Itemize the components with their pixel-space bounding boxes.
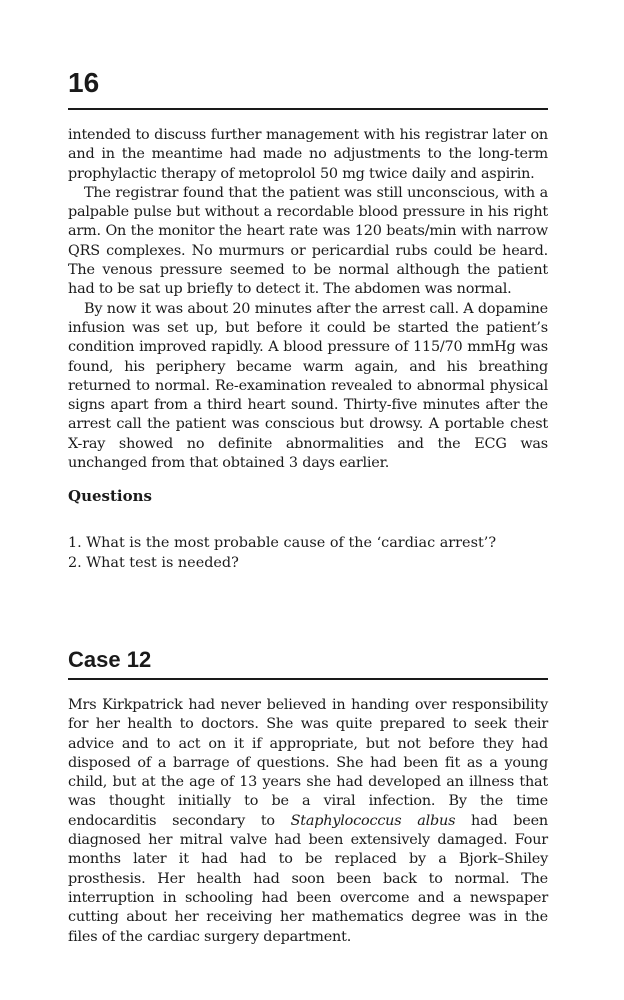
case-heading: Case 12 bbox=[68, 647, 152, 672]
case-text bbox=[68, 696, 548, 947]
header-rule bbox=[68, 108, 548, 110]
paragraph: By now it was about 20 minutes after the arrest call. A dopamine infusion was set up, but before it could be started the patient’s condition improved rapidly. A blood pressure of 115/70 mmHg was found, his periphery became warm again, and his breathing returned to normal. Re-examination revealed to abnormal physical signs apart from a third heart sound. Thirty-five minutes after the arrest call the patient was conscious but drowsy. A portable chest X-ray showed no definite abnormalities and the ECG was unchanged from that obtained 3 days earlier. bbox=[68, 300, 548, 472]
question-item: 2. What test is needed? bbox=[68, 555, 239, 571]
case-text-part: had been diagnosed her mitral valve had been extensively damaged. Four months later it had had to be replaced by a Bjork–Shiley prosthesis. Her health had soon been back to normal. The interruption in schooling had been overcome and a newspaper cutting about her receiving her mathematics degree was in the files of the cardiac surgery department. bbox=[68, 812, 548, 945]
page-number: 16 bbox=[68, 67, 100, 98]
paragraph: intended to discuss further management with his registrar later on and in the meantime had made no adjustments to the long-term prophylactic therapy of metoprolol 50 mg twice daily and aspirin. bbox=[68, 127, 548, 182]
case-paragraph bbox=[68, 696, 548, 947]
organism-name: Staphylococcus albus bbox=[290, 812, 456, 829]
questions-heading: Questions bbox=[68, 487, 152, 505]
case-text-part: Mrs Kirkpatrick had never believed in handing over responsibility for her health to doctors. She was quite prepared to seek their advice and to act on it if appropriate, but not before they had disposed of a barrage of questions. She had been fit as a young child, but at the age of 13 years she had developed an illness that was thought initially to be a viral infection. By the time endocarditis secondary to bbox=[68, 697, 548, 829]
questions-list bbox=[68, 533, 548, 573]
paragraph: The registrar found that the patient was still unconscious, with a palpable pulse but without a recordable blood pressure in his right arm. On the monitor the heart rate was 120 beats/min with narrow QRS complexes. No murmurs or pericardial rubs could be heard. The venous pressure seemed to be normal although the patient had to be sat up briefly to detect it. The abdomen was normal. bbox=[68, 184, 548, 298]
continuation-text bbox=[68, 126, 548, 473]
case-rule bbox=[68, 678, 548, 680]
question-item: 1. What is the most probable cause of the ‘cardiac arrest’? bbox=[68, 535, 497, 551]
